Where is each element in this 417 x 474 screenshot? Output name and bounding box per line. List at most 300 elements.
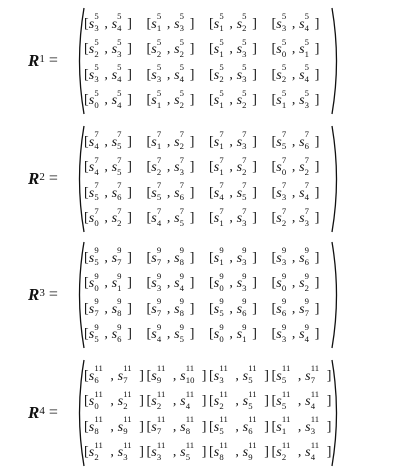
superscript: 7 [179,205,185,216]
open-bracket: [ [271,250,277,266]
symbol-s: s 7 5 [174,205,185,228]
subscript: 6 [94,375,99,386]
open-bracket: [ [84,16,89,32]
close-bracket: ] [201,368,207,384]
subscript: 2 [281,74,287,85]
superscript: 7 [219,205,224,216]
symbol-s: s 9 4 [299,321,310,344]
close-bracket: ] [314,276,320,292]
symbol-s: s 9 5 [88,245,99,268]
subscript: 4 [94,166,99,177]
comma: , [166,42,175,58]
close-bracket: ] [314,301,320,317]
subscript: 5 [156,192,162,203]
comma: , [166,327,175,343]
subscript: 4 [117,23,122,34]
comma: , [104,16,112,32]
matrix-entry [145,247,208,267]
superscript: 5 [117,36,122,47]
superscript: 9 [117,270,122,281]
subscript: 8 [179,308,185,319]
superscript: 9 [242,245,247,256]
superscript: 7 [117,205,122,216]
superscript: 9 [242,321,247,332]
subscript: 2 [179,99,185,110]
superscript: 7 [281,205,287,216]
symbol-s: s 9 6 [299,245,310,268]
comma: , [166,250,175,266]
comma: , [229,16,237,32]
comma: , [229,276,237,292]
subscript: 8 [185,426,191,437]
superscript: 11 [281,388,291,399]
superscript: 11 [248,363,257,374]
close-bracket: ] [189,185,195,201]
symbol-s: s 9 7 [111,245,122,268]
superscript: 9 [219,245,224,256]
subscript: 3 [281,333,287,344]
subscript: 8 [117,308,122,319]
matrix-entry [270,323,333,343]
symbol-s: s 9 7 [151,245,162,268]
open-bracket: [ [271,211,277,227]
close-bracket: ] [189,134,195,150]
symbol-s: s 9 3 [276,321,287,344]
matrix-label [28,358,78,468]
comma: , [166,160,175,176]
open-bracket: [ [146,93,152,109]
matrix-label [28,124,78,234]
symbol-s: s 5 1 [299,36,310,59]
comma: , [110,368,118,384]
symbol-s: s 11 9 [117,414,132,437]
open-bracket: [ [271,67,277,83]
open-bracket: [ [84,42,89,58]
open-bracket: [ [209,394,214,410]
comma: , [291,134,300,150]
superscript: 9 [304,245,310,256]
subscript: 2 [219,74,224,85]
close-bracket: ] [252,276,258,292]
subscript: 2 [123,400,128,411]
matrix-symbol: R [28,285,40,304]
comma: , [172,445,181,461]
subscript: 4 [156,333,162,344]
superscript: 7 [242,205,247,216]
open-bracket: [ [84,185,89,201]
close-bracket: ] [127,250,133,266]
superscript: 7 [304,205,310,216]
close-bracket: ] [264,445,270,461]
superscript: 11 [310,388,320,399]
matrix-entry [82,416,145,436]
symbol-s: s 7 1 [151,129,162,152]
comma: , [104,93,112,109]
superscript: 7 [94,129,99,140]
subscript: 2 [242,99,247,110]
symbol-s: s 7 2 [276,205,287,228]
subscript: 5 [179,333,185,344]
subscript: 3 [242,74,247,85]
equals-sign: = [48,52,58,69]
superscript: 7 [304,129,310,140]
symbol-s: s 7 4 [213,180,224,203]
symbol-s: s 9 3 [236,270,247,293]
superscript: 11 [156,388,166,399]
superscript: 7 [281,154,287,165]
matrix-equation [0,240,417,350]
symbol-s: s 5 1 [213,87,224,110]
symbol-s: s 9 0 [88,270,99,293]
open-bracket: [ [146,250,152,266]
symbol-s: s 7 1 [213,154,224,177]
comma: , [104,160,112,176]
superscript: 11 [185,439,195,450]
matrix-entry [270,247,333,267]
close-bracket: ] [326,419,332,435]
matrix-entry [207,272,270,292]
subscript: 3 [179,23,185,34]
matrix-entry [145,416,208,436]
symbol-s: s 7 2 [299,154,310,177]
symbol-s: s 11 2 [117,388,132,411]
superscript: 11 [281,439,291,450]
superscript: 5 [281,11,287,22]
matrix-entry [82,182,145,202]
subscript: 1 [281,426,287,437]
symbol-s: s 7 6 [111,180,122,203]
matrix-index: 4 [39,405,45,417]
matrix-entry [270,416,333,436]
subscript: 3 [179,166,185,177]
subscript: 1 [219,23,224,34]
subscript: 2 [242,23,247,34]
open-bracket: [ [209,445,214,461]
superscript: 11 [219,414,228,425]
symbol-s: s 11 4 [180,388,195,411]
open-bracket: [ [84,327,89,343]
symbol-s: s 5 2 [213,62,224,85]
close-bracket: ] [189,93,195,109]
superscript: 7 [179,154,185,165]
matrix-entry [145,64,208,84]
comma: , [297,394,306,410]
comma: , [235,419,243,435]
comma: , [291,42,300,58]
close-bracket: ] [189,276,195,292]
superscript: 9 [94,321,99,332]
close-bracket: ] [314,211,320,227]
superscript: 11 [281,363,291,374]
subscript: 4 [179,74,185,85]
subscript: 5 [117,166,122,177]
symbol-s: s 9 1 [213,245,224,268]
subscript: 7 [94,308,99,319]
symbol-s: s 11 5 [242,388,257,411]
comma: , [291,185,300,201]
matrix-entry [270,89,333,109]
comma: , [291,250,300,266]
close-bracket: ] [127,301,133,317]
open-bracket: [ [84,160,89,176]
superscript: 9 [117,321,122,332]
open-bracket: [ [146,445,152,461]
matrix-entry [145,182,208,202]
superscript: 9 [156,296,162,307]
superscript: 9 [219,296,224,307]
subscript: 9 [123,426,128,437]
right-paren-stroke [332,126,337,232]
superscript: 5 [179,11,185,22]
superscript: 9 [179,270,185,281]
symbol-s: s 5 4 [111,87,122,110]
superscript: 11 [219,363,228,374]
matrix-entry [145,13,208,33]
comma: , [110,394,118,410]
close-bracket: ] [252,301,258,317]
subscript: 3 [242,257,247,268]
subscript: 0 [94,217,99,228]
subscript: 9 [156,375,162,386]
subscript: 0 [94,282,99,293]
comma: , [291,93,300,109]
comma: , [172,368,181,384]
subscript: 5 [94,192,99,203]
open-bracket: [ [271,16,277,32]
open-bracket: [ [146,42,152,58]
comma: , [229,211,237,227]
symbol-s: s 5 4 [111,11,122,34]
symbol-s: s 7 3 [236,205,247,228]
symbol-s: s 7 6 [299,129,310,152]
superscript: 5 [219,62,224,73]
subscript: 5 [117,141,122,152]
symbol-s: s 7 4 [299,180,310,203]
subscript: 5 [185,451,191,462]
symbol-s: s 7 4 [88,154,99,177]
subscript: 7 [156,426,162,437]
subscript: 5 [248,375,253,386]
subscript: 2 [281,217,287,228]
symbol-s: s 9 1 [111,270,122,293]
superscript: 5 [156,62,162,73]
superscript: 7 [219,129,224,140]
open-bracket: [ [84,445,89,461]
close-bracket: ] [139,445,145,461]
subscript: 10 [185,375,195,386]
subscript: 7 [310,375,316,386]
matrix-entry [145,365,208,385]
superscript: 11 [248,388,257,399]
close-bracket: ] [314,250,320,266]
comma: , [297,368,306,384]
subscript: 4 [179,282,185,293]
superscript: 9 [156,245,162,256]
comma: , [229,327,237,343]
symbol-s: s 5 3 [236,36,247,59]
symbol-s: s 7 5 [111,154,122,177]
matrix-entry [82,323,145,343]
matrix-entry [270,207,333,227]
superscript: 5 [179,87,185,98]
open-bracket: [ [271,301,277,317]
symbol-s: s 7 2 [111,205,122,228]
superscript: 5 [304,87,310,98]
symbol-s: s 9 7 [299,296,310,319]
symbol-s: s 5 2 [174,36,185,59]
close-bracket: ] [127,211,133,227]
matrix-entry [82,38,145,58]
open-bracket: [ [84,134,89,150]
subscript: 2 [304,166,310,177]
subscript: 1 [219,141,224,152]
subscript: 4 [94,141,99,152]
close-bracket: ] [189,250,195,266]
superscript: 11 [156,363,166,374]
comma: , [229,185,237,201]
close-bracket: ] [252,134,258,150]
superscript: 11 [185,363,195,374]
superscript: 9 [94,245,99,256]
matrix-entry [270,13,333,33]
close-bracket: ] [252,16,258,32]
subscript: 6 [117,192,122,203]
symbol-s: s 5 4 [299,62,310,85]
superscript: 9 [281,270,287,281]
symbol-s: s 5 3 [151,62,162,85]
subscript: 3 [219,375,224,386]
matrix-entry [207,182,270,202]
symbol-s: s 7 3 [276,180,287,203]
subscript: 6 [304,141,310,152]
matrix-equation [0,358,417,468]
superscript: 5 [242,62,247,73]
matrix-entry [82,390,145,410]
subscript: 5 [281,375,287,386]
subscript: 0 [219,333,224,344]
close-bracket: ] [326,445,332,461]
symbol-s: s 11 4 [305,388,320,411]
symbol-s: s 9 3 [236,245,247,268]
subscript: 3 [281,23,287,34]
comma: , [291,211,300,227]
open-bracket: [ [209,134,214,150]
comma: , [110,445,118,461]
subscript: 3 [117,48,122,59]
superscript: 7 [117,154,122,165]
comma: , [104,250,112,266]
superscript: 7 [156,129,162,140]
subscript: 1 [156,141,162,152]
symbol-s: s 7 0 [88,205,99,228]
comma: , [291,67,300,83]
superscript: 9 [117,245,122,256]
superscript: 9 [242,270,247,281]
superscript: 11 [123,439,132,450]
subscript: 3 [281,192,287,203]
subscript: 5 [281,141,287,152]
matrix-entry [82,298,145,318]
open-bracket: [ [84,67,89,83]
symbol-s: s 5 1 [213,36,224,59]
matrix-entry [270,272,333,292]
subscript: 7 [156,257,162,268]
comma: , [297,445,306,461]
symbol-s: s 7 2 [236,154,247,177]
superscript: 11 [248,414,257,425]
matrix-entry [207,416,270,436]
symbol-s: s 11 0 [88,388,103,411]
open-bracket: [ [146,67,152,83]
superscript: 7 [94,180,99,191]
matrix-symbol: R [28,169,40,188]
open-bracket: [ [209,67,214,83]
superscript: 9 [94,270,99,281]
subscript: 6 [304,257,310,268]
close-bracket: ] [189,327,195,343]
superscript: 7 [304,154,310,165]
close-bracket: ] [314,160,320,176]
subscript: 5 [179,217,185,228]
matrix-entry [270,365,333,385]
superscript: 11 [281,414,291,425]
symbol-s: s 9 6 [276,296,287,319]
superscript: 9 [117,296,122,307]
matrix-label [28,6,78,116]
matrix-entry [207,247,270,267]
symbol-s: s 11 9 [151,363,166,386]
subscript: 3 [242,141,247,152]
comma: , [235,394,243,410]
comma: , [229,42,237,58]
comma: , [104,276,112,292]
superscript: 5 [219,36,224,47]
open-bracket: [ [271,368,277,384]
open-bracket: [ [209,250,214,266]
subscript: 5 [219,426,224,437]
subscript: 6 [248,426,253,437]
symbol-s: s 11 5 [180,439,195,462]
subscript: 4 [304,74,310,85]
superscript: 9 [281,245,287,256]
subscript: 5 [94,257,99,268]
superscript: 11 [156,439,166,450]
symbol-s: s 9 3 [276,245,287,268]
symbol-s: s 5 3 [88,62,99,85]
symbol-s: s 7 5 [88,180,99,203]
superscript: 5 [219,11,224,22]
matrix-entry [145,131,208,151]
close-bracket: ] [189,42,195,58]
comma: , [166,276,175,292]
symbol-s: s 11 5 [242,363,257,386]
close-bracket: ] [326,394,332,410]
superscript: 9 [179,245,185,256]
matrix-entry [145,390,208,410]
symbol-s: s 11 2 [151,388,166,411]
matrix-entry [145,38,208,58]
subscript: 2 [156,166,162,177]
symbol-s: s 9 8 [174,296,185,319]
close-bracket: ] [252,160,258,176]
superscript: 7 [156,205,162,216]
open-bracket: [ [84,301,89,317]
symbol-s: s 7 5 [276,129,287,152]
matrix-entry [145,272,208,292]
close-bracket: ] [127,16,133,32]
symbol-s: s 11 2 [276,439,291,462]
open-bracket: [ [146,276,152,292]
